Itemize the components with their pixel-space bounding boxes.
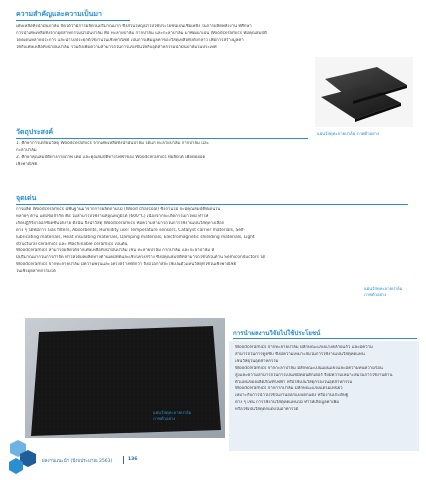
paragraph-line: การผลิต Woodceramics มีพื้นฐานมาจากการผลิตถ่านไม้ (Wood charcoal) ซึ่งถ่านไม้ จะมีคุณสมบัติที่เด่นใน bbox=[16, 207, 221, 212]
section-title-underline bbox=[16, 20, 130, 21]
caption-line: แผ่นวัสดุทะลายปาล์ม bbox=[153, 410, 192, 415]
paragraph-line: เชิงพาณิชย์ bbox=[16, 161, 38, 167]
application-paragraph bbox=[235, 345, 415, 414]
paragraph-line: Woodceramics จากกากปาล์ม มีลักษณะแข็งแต่ไม่เหนียว bbox=[235, 386, 343, 392]
paragraph-line: Woodceramics จากกะลาปาล์ม มีลักษณะเป็นแผ่นแข็งและมีความทนความร้อน bbox=[235, 365, 383, 371]
paragraph-line: structural ceramics และ Machinable ceramics เป็นต้น bbox=[16, 241, 128, 247]
paragraph-line: Woodceramics สามารถผลิตได้จากเศษเหลือทิ้งน้ำมันปาล์ม เช่น ทะลายปาล์ม กากปาล์ม และกะลาปาล์ม ที่ bbox=[16, 248, 215, 254]
paragraph-line: เกิดปฏิกิริยาออกซิเดชันได้ง่าย ดังนั้น จึงนำวัสดุ Woodceramics ที่มีความสามารถในการใช้งานเป็นวัสดุทางเลือก bbox=[16, 220, 225, 226]
paragraph-line: หลายๆ ด้าน แต่มีข้อจำกัด คือ ไม่สามารถใช้งานที่อุณหภูมิได้ (600°C) เนื่องจากจะเกิดการเผาไหม้ ทำให้ bbox=[16, 213, 209, 219]
paragraph-line: เช่นวัสดุในอุตสาหกรรม bbox=[235, 358, 279, 364]
paragraph-line: สูงและความสามารถในการเป็นเซมิคอนดักเตอร์ จึงมีความเหมาะสมในการใช้งานด้าน bbox=[235, 372, 393, 378]
paragraph-line: lubricating materials, Heat insulating materials, Damping materials, Electromagnetic shielding materials, Light bbox=[16, 234, 255, 240]
photo-caption: แผ่นวัสดุทะลายปาล์ม ภาพตัวอย่าง bbox=[317, 131, 379, 136]
photo-caption bbox=[364, 286, 422, 298]
section-title-underline bbox=[16, 204, 408, 205]
objectives-paragraph bbox=[16, 141, 306, 169]
paragraph-line: Woodceramics จากทะลายปาล์ม มีลักษณะแข็งแรงคล้ายแก้ว และมีความ bbox=[235, 345, 373, 350]
paragraph-line: การนำเศษเหลือทิ้งจากอุตสาหกรรมน้ำมันปาล์ม คือ ทะลายปาล์ม กากปาล์ม และกะลาปาล์ม มาพัฒนาเป็น Woodceramics ที่มีคุณสมบัติ bbox=[16, 30, 267, 36]
paragraph-line: ต่าง ๆ ได้ที่มีการ Gas filters, Absorbents, Humidity use: Temperature sensors, Catalyst carrier materials, Self- bbox=[16, 227, 245, 233]
paragraph-line: กะลาปาล์ม bbox=[16, 147, 37, 153]
paragraph-line: Woodceramics จากทะลายปาล์ม มีความพรุนและโครงสร้างที่ดีกว่า จึงมีโอกาสจะใช้เป็นตัวแทนวัสดุที่ใช้ในเชิงพาณิชย์ bbox=[16, 262, 237, 268]
paragraph-line: ให้กับเศษเหลือทิ้งน้ำมันปาล์ม รวมถึงเพิ่มความสามารถในการแข่งขันให้กับอุตสาหกรรมน้ำมันปาล์มในประเทศ bbox=[16, 44, 217, 50]
paragraph-line: โดดเด่นหลายประการ และนำไปประยุกต์ใช้งานในเชิงพาณิชย์ เป็นการเพิ่มมูลค่าของวัสดุเหลือทิ้งดังกล่าว เพื่อการสร้างมูลค่า bbox=[16, 37, 244, 43]
paragraph-line: 2. ศึกษาคุณสมบัติทางกายภาพ เคมี และคุณสมบัติทางไฟฟ้าของ Woodceramics ที่ผลิตได้ เพื่อต่อยอด bbox=[16, 154, 206, 160]
page-number: 136 bbox=[128, 457, 138, 462]
background-paragraph bbox=[16, 24, 408, 52]
paragraph-line: 1. ศึกษาการเตรียมวัสดุ Woodceramics จากเศษเหลือทิ้งน้ำมันปาล์ม ได้แก่ ทะลายปาล์ม กากปาล์ม และ bbox=[16, 141, 209, 146]
woodceramic-plates-illustration bbox=[315, 57, 413, 127]
woodceramic-plates-photo bbox=[315, 57, 413, 127]
paragraph-line: สามารถในการดูดซับ ซึ่งมีความเหมาะสมในการใช้งานเป็นวัสดุทดแทน bbox=[235, 351, 365, 357]
paragraph-line: ในเชิงอุตสาหกรรมได้ bbox=[16, 269, 56, 275]
caption-line: แผ่นวัสดุทะลายปาล์ม bbox=[364, 286, 403, 291]
paragraph-line: ตัวแทนของผลิตภัณฑ์ไฟฟ้า หรือใช้เป็นวัสดุกรองในอุตสาหกรรม bbox=[235, 379, 353, 385]
photo-caption bbox=[153, 410, 217, 422]
footer-label: ผลงานแนะนำ (ปีงบประมาณ 2563) bbox=[42, 459, 113, 464]
paragraph-line: เศษเหลือทิ้งน้ำมันปาล์ม จัดได้ว่ามีการผลิตในปริมาณมาก ซึ่งส่วนใหญ่นำไปใช้ประโยชน์เป็นเชื้อเพลิง ในการผลิตพลังงาน ที่ศึกษา bbox=[16, 24, 252, 29]
section-title-application: การนำผลงานวิจัยไปใช้ประโยชน์ bbox=[233, 330, 321, 337]
section-title-background: ความสำคัญและความเป็นมา bbox=[16, 10, 102, 18]
caption-line: ภาพตัวอย่าง bbox=[153, 416, 176, 421]
paragraph-line: หรือใช้เป็นวัสดุตกแต่งในอาคารได้ bbox=[235, 407, 299, 413]
caption-line: ภาพตัวอย่าง bbox=[364, 292, 387, 297]
application-box bbox=[229, 341, 419, 451]
section-title-underline bbox=[233, 338, 417, 339]
footer-divider bbox=[123, 456, 124, 464]
paragraph-line: เหมาะกับการนำไปใช้ในงานออกแบบตกแต่ง หรืองานประดิษฐ์ bbox=[235, 393, 349, 399]
section-title-objectives: วัตถุประสงค์ bbox=[16, 128, 54, 136]
paragraph-line: มีปริมาณมากในการกำจัด ทำให้ได้ผลผลิตทางด้านเคมีที่ดีและเชิงโครงสร้าง ซึ่งมีคุณสมบัติที่สามารถใช้ได้ในด้าน Semiconductors ได้ bbox=[16, 255, 266, 261]
section-title-highlights: จุดเด่น bbox=[16, 194, 37, 202]
section-title-underline bbox=[16, 138, 308, 139]
hexagon-decoration-icon bbox=[4, 436, 44, 476]
highlights-paragraph bbox=[16, 207, 316, 276]
paragraph-line: ต่าง ๆ เช่น การใช้งานวัสดุทดแทนไม้ ทำให้เกิดมูลค่าเพิ่ม bbox=[235, 400, 340, 406]
